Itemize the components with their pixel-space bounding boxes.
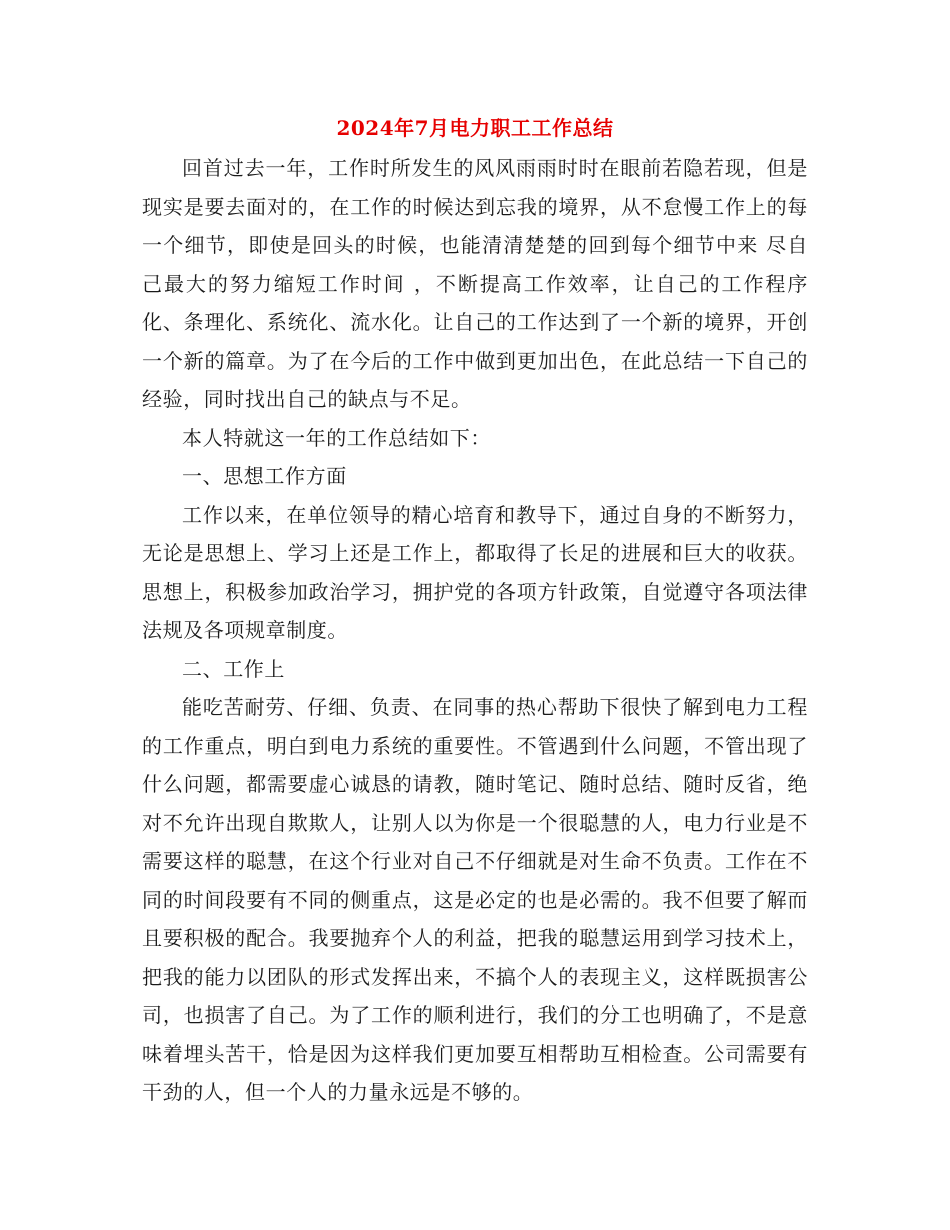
paragraph-work: 能吃苦耐劳、仔细、负责、在同事的热心帮助下很快了解到电力工程的工作重点，明白到电力系统的重要性。不管遇到什么问题，不管出现了什么问题，都需要虚心诚恳的请教，随时笔记、随时总结、随时反省，绝对不允许出现自欺欺人，让别人以为你是一个很聪慧的人，电力行业是不需要这样的聪慧，在这个行业对自己不仔细就是对生命不负责。工作在不同的时间段要有不同的侧重点，这是必定的也是必需的。我不但要了解而且要积极的配合。我要抛弃个人的利益，把我的聪慧运用到学习技术上，把我的能力以团队的形式发挥出来，不搞个人的表现主义，这样既损害公司，也损害了自己。为了工作的顺利进行，我们的分工也明确了，不是意味着埋头苦干，恰是因为这样我们更加要互相帮助互相检查。公司需要有干劲的人，但一个人的力量永远是不够的。 [142, 695, 808, 1104]
document-title: 2024年7月电力职工工作总结 [336, 116, 614, 140]
paragraph-ideology: 工作以来，在单位领导的精心培育和教导下，通过自身的不断努力，无论是思想上、学习上还是工作上，都取得了长足的进展和巨大的收获。思想上，积极参加政治学习，拥护党的各项方针政策，自觉遵守各项法律法规及各项规章制度。 [142, 502, 808, 642]
section-heading-ideology: 一、思想工作方面 [182, 464, 347, 488]
document-page [142, 113, 808, 1112]
section-heading-work: 二、工作上 [182, 656, 285, 681]
paragraph-intro: 回首过去一年，工作时所发生的风风雨雨时时在眼前若隐若现，但是现实是要去面对的，在工作的时候达到忘我的境界，从不怠慢工作上的每一个细节，即使是回头的时候，也能清清楚楚的回到每个细节中来 尽自己最大的努力缩短工作时间 ，不断提高工作效率，让自己的工作程序化、条理化、系统化、流水化。让自己的工作达到了一个新的境界，开创一个新的篇章。为了在今后的工作中做到更加出色，在此总结一下自己的经验，同时找出自己的缺点与不足。 [142, 156, 808, 411]
paragraph-summary-lead: 本人特就这一年的工作总结如下： [182, 425, 491, 450]
